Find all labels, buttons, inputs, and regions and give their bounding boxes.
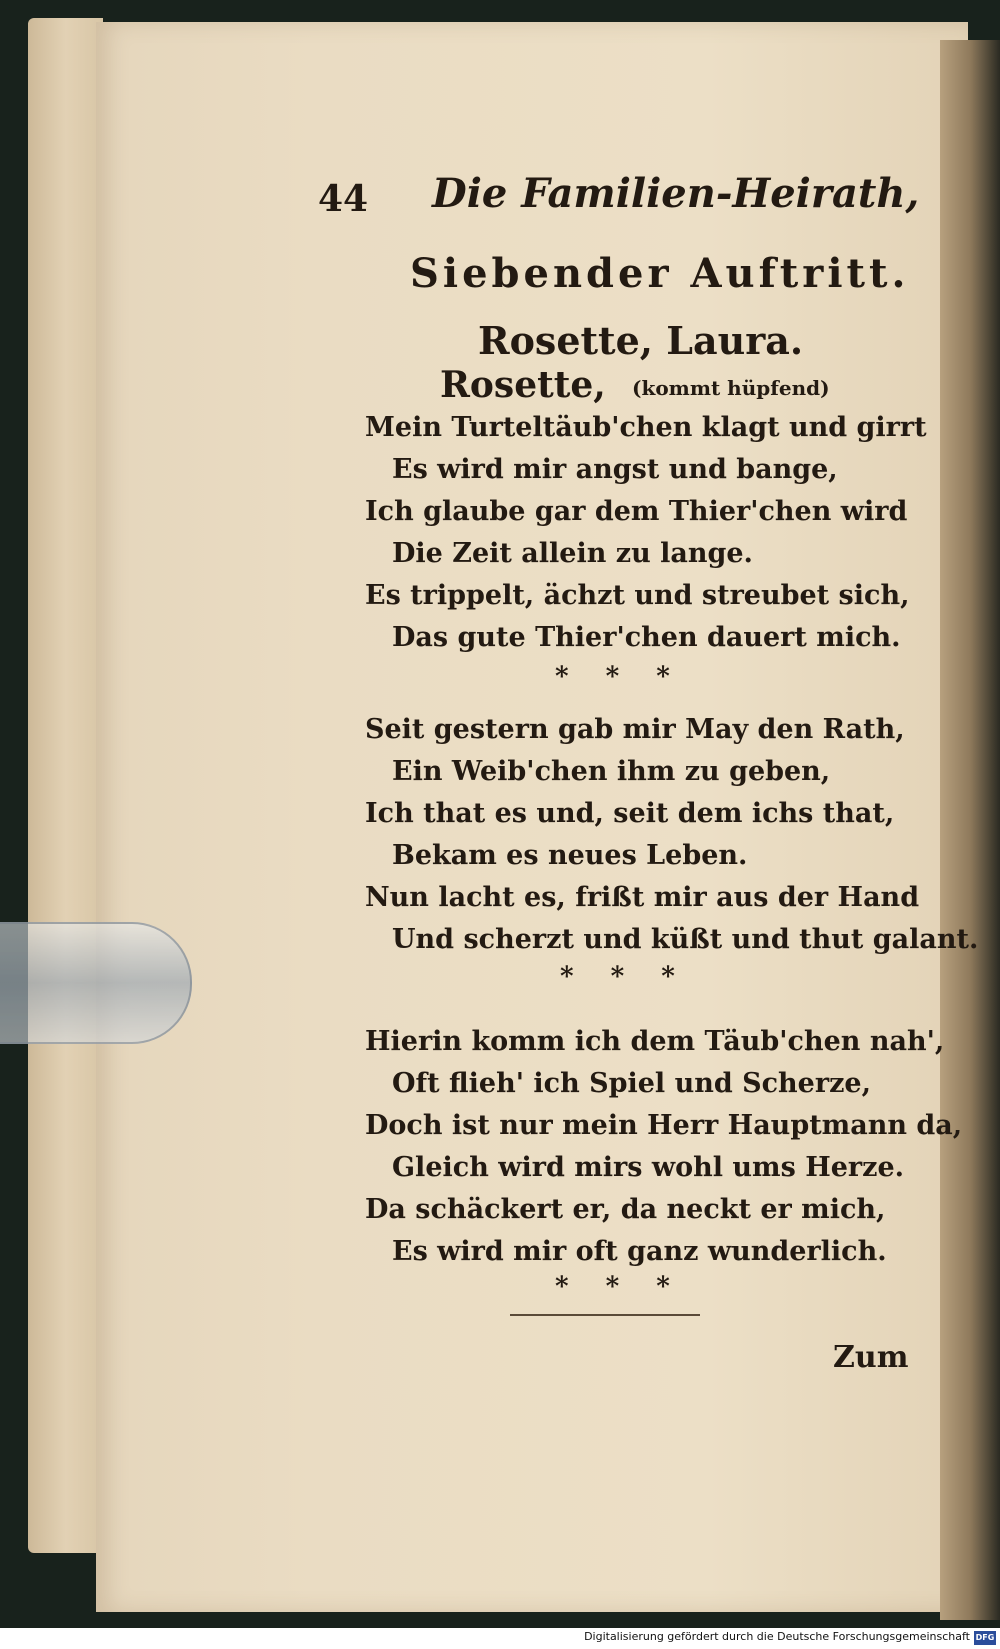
verse-line: Es wird mir angst und bange, <box>392 454 838 485</box>
verse-line: Ein Weib'chen ihm zu geben, <box>392 756 831 787</box>
verse-line: Ich that es und, seit dem ichs that, <box>365 798 895 829</box>
verse-line: Bekam es neues Leben. <box>392 840 748 871</box>
verse-line: Gleich wird mirs wohl ums Herze. <box>392 1152 905 1183</box>
footer-credit-text: Digitalisierung gefördert durch die Deutsche Forschungsgemeinschaft <box>584 1630 970 1643</box>
verse-line: Doch ist nur mein Herr Hauptmann da, <box>365 1110 963 1141</box>
stage-direction: (kommt hüpfend) <box>632 376 830 400</box>
verse-line: Mein Turteltäub'chen klagt und girrt <box>365 412 927 443</box>
scene-heading: Siebender Auftritt. <box>410 250 910 297</box>
running-title: Die Familien-Heirath, <box>432 170 920 217</box>
footer-credit-bar <box>0 1628 1000 1649</box>
verse-line: Nun lacht es, frißt mir aus der Hand <box>365 882 920 913</box>
stanza-separator: * * * <box>555 662 684 692</box>
page-number: 44 <box>318 178 369 220</box>
verse-line: Das gute Thier'chen dauert mich. <box>392 622 901 653</box>
page-holder-clip <box>0 922 192 1044</box>
stanza-separator: * * * <box>555 1272 684 1302</box>
verse-line: Es wird mir oft ganz wunderlich. <box>392 1236 887 1267</box>
verse-line: Da schäckert er, da neckt er mich, <box>365 1194 886 1225</box>
dfg-logo: DFG <box>974 1631 996 1645</box>
verse-line: Seit gestern gab mir May den Rath, <box>365 714 905 745</box>
verse-line: Und scherzt und küßt und thut galant. <box>392 924 979 955</box>
verse-line: Ich glaube gar dem Thier'chen wird <box>365 496 908 527</box>
speaker-name: Rosette, <box>440 364 606 406</box>
ornamental-rule <box>510 1314 700 1316</box>
character-list: Rosette, Laura. <box>478 318 804 363</box>
catchword: Zum <box>833 1340 909 1375</box>
verse-line: Oft flieh' ich Spiel und Scherze, <box>392 1068 871 1099</box>
verse-line: Die Zeit allein zu lange. <box>392 538 753 569</box>
verse-line: Hierin komm ich dem Täub'chen nah', <box>365 1026 945 1057</box>
verse-line: Es trippelt, ächzt und streubet sich, <box>365 580 910 611</box>
stanza-separator: * * * <box>560 962 689 992</box>
